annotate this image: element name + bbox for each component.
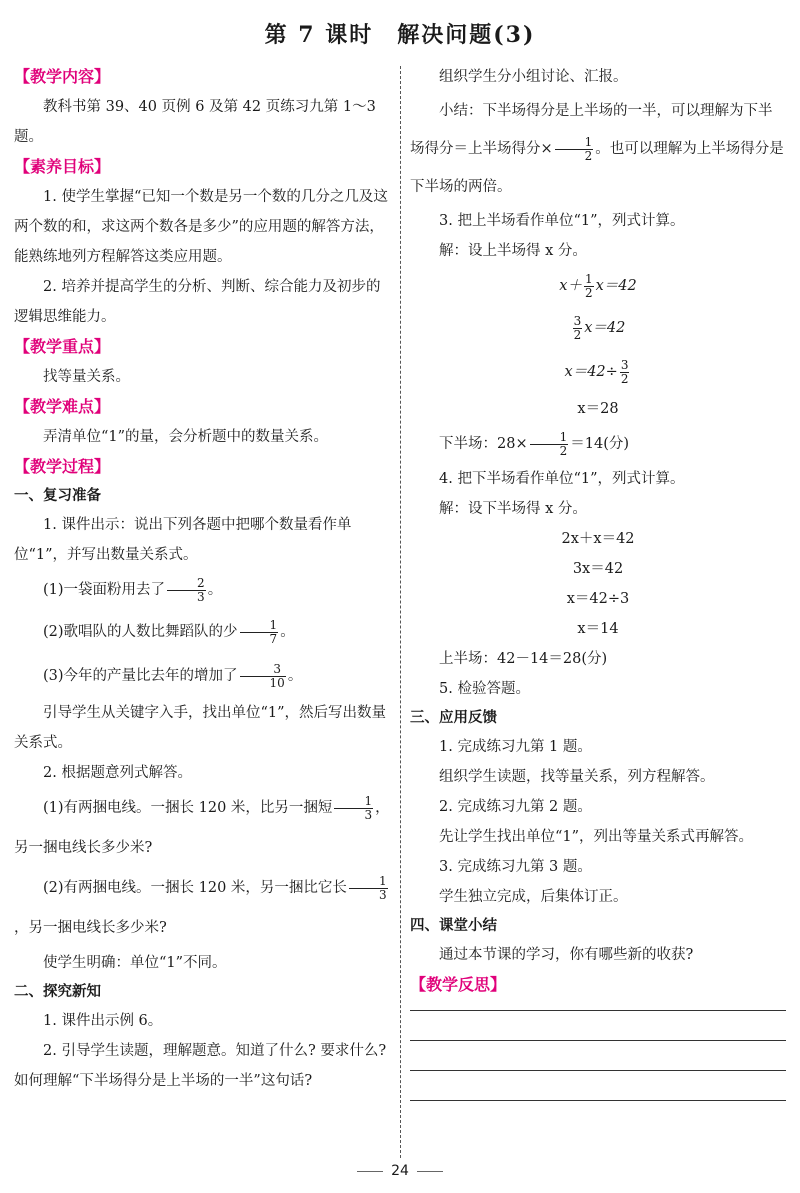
writing-line [410,1040,786,1041]
feedback-2: 2. 完成练习九第 2 题。 [439,799,592,815]
result-2: 上半场：42－14＝28(分) [439,651,608,667]
section-summary: 四、课堂小结 [410,918,497,934]
key-text: 找等量关系。 [43,369,130,385]
goal-2: 2. 培养并提高学生的分析、判断、综合能力及初步的逻辑思维能力。 [14,279,381,325]
equation-5: 2x＋x＝42 [561,531,635,547]
equation-8: x＝14 [577,621,619,637]
result-1: 下半场：28× $\frac{1}{2}$ ＝14(分) [439,429,630,458]
word-problem-1: (1)有两捆电线。一捆长 120 米，比另一捆短 $\frac{1}{3}$ ，另一捆电线长多少米? [14,793,390,856]
feedback-1: 1. 完成练习九第 1 题。 [439,739,592,755]
explore-step-1: 1. 课件出示例 6。 [43,1013,163,1029]
section-explore: 二、探究新知 [14,984,101,1000]
fraction-one-third-2: $\frac{1}{3}$ [349,875,388,902]
feedback-2-note: 先让学生找出单位“1”，列出等量关系式再解答。 [439,829,754,845]
heading-reflection: 【教学反思】 [410,975,507,994]
equation-1: x＋ $\frac{1}{2}$ x＝42 [559,271,637,300]
heading-process: 【教学过程】 [14,457,111,476]
content-text: 教科书第 39、40 页例 6 及第 42 页练习九第 1～3 题。 [14,99,376,145]
discussion-text: 组织学生分小组讨论、汇报。 [439,69,628,85]
feedback-3: 3. 完成练习九第 3 题。 [439,859,592,875]
page-number: 24 [0,1163,800,1179]
explore-step-2: 2. 引导学生读题，理解题意。知道了什么? 要求什么? 如何理解“下半场得分是上半场的一半”这句话? [14,1043,387,1089]
result-fraction-half: $\frac{1}{2}$ [530,431,569,458]
fraction-three-tenths: $\frac{3}{10}$ [240,663,286,690]
review-step-1: 1. 课件出示：说出下列各题中把哪个数量看作单位“1”，并写出数量关系式。 [14,517,352,563]
step-3: 3. 把上半场看作单位“1”，列式计算。 [439,213,685,229]
heading-content: 【教学内容】 [14,67,111,86]
section-review: 一、复习准备 [14,488,101,504]
fraction-one-third: $\frac{1}{3}$ [334,795,373,822]
writing-line [410,1070,786,1071]
question-3: (3)今年的产量比去年的增加了 $\frac{3}{10}$ 。 [43,661,303,690]
right-column [410,62,786,1130]
review-step-2: 2. 根据题意列式解答。 [43,765,192,781]
summary-question: 通过本节课的学习，你有哪些新的收获? [439,947,694,963]
step-4: 4. 把下半场看作单位“1”，列式计算。 [439,471,685,487]
page-title: 第 7 课时 解决问题(3) [264,22,536,48]
equation-6: 3x＝42 [572,561,624,577]
writing-line [410,1100,786,1101]
solution-2-intro: 解：设下半场得 x 分。 [439,501,587,517]
eq-fraction-three-halves-2: $\frac{3}{2}$ [620,357,629,386]
question-1: (1)一袋面粉用去了 $\frac{2}{3}$ 。 [43,575,223,604]
summary-text: 小结：下半场得分是上半场的一半，可以理解为下半场得分＝上半场得分× $\frac{1}{2}$ 。也可以理解为上半场得分是下半场的两倍。 [410,103,784,195]
clarify-text: 使学生明确：单位“1”不同。 [43,955,227,971]
heading-goal: 【素养目标】 [14,157,111,176]
guide-text: 引导学生从关键字入手，找出单位“1”，然后写出数量关系式。 [14,705,387,751]
writing-line [410,1010,786,1011]
step-5: 5. 检验答题。 [439,681,530,697]
question-2: (2)歌唱队的人数比舞蹈队的少 $\frac{1}{7}$ 。 [43,617,295,646]
equation-3: x＝42÷ $\frac{3}{2}$ [564,357,629,386]
heading-difficulty: 【教学难点】 [14,397,111,416]
reflection-lines [410,1010,786,1101]
left-column [14,62,392,1096]
feedback-3-note: 学生独立完成，后集体订正。 [439,889,628,905]
heading-key: 【教学重点】 [14,337,111,356]
eq-fraction-three-halves: $\frac{3}{2}$ [573,313,582,342]
fraction-one-seventh: $\frac{1}{7}$ [240,619,279,646]
goal-1: 1. 使学生掌握“已知一个数是另一个数的几分之几及这两个数的和，求这两个数各是多少”的应用题的解答方法，能熟练地列方程解答这类应用题。 [14,189,388,265]
equation-2: $\frac{3}{2}$ x＝42 [573,313,626,342]
solution-1-intro: 解：设上半场得 x 分。 [439,243,587,259]
fraction-two-thirds: $\frac{2}{3}$ [167,577,206,604]
equation-7: x＝42÷3 [566,591,630,607]
eq-fraction-half: $\frac{1}{2}$ [584,271,593,300]
word-problem-2: (2)有两捆电线。一捆长 120 米，另一捆比它长 $\frac{1}{3}$ ，另一捆电线长多少米? [14,873,387,936]
equation-4: x＝28 [577,401,619,417]
column-divider [400,66,401,1158]
difficulty-text: 弄清单位“1”的量，会分析题中的数量关系。 [43,429,329,445]
feedback-1-note: 组织学生读题，找等量关系，列方程解答。 [439,769,715,785]
fraction-one-half: $\frac{1}{2}$ [555,136,594,163]
section-feedback: 三、应用反馈 [410,710,497,726]
